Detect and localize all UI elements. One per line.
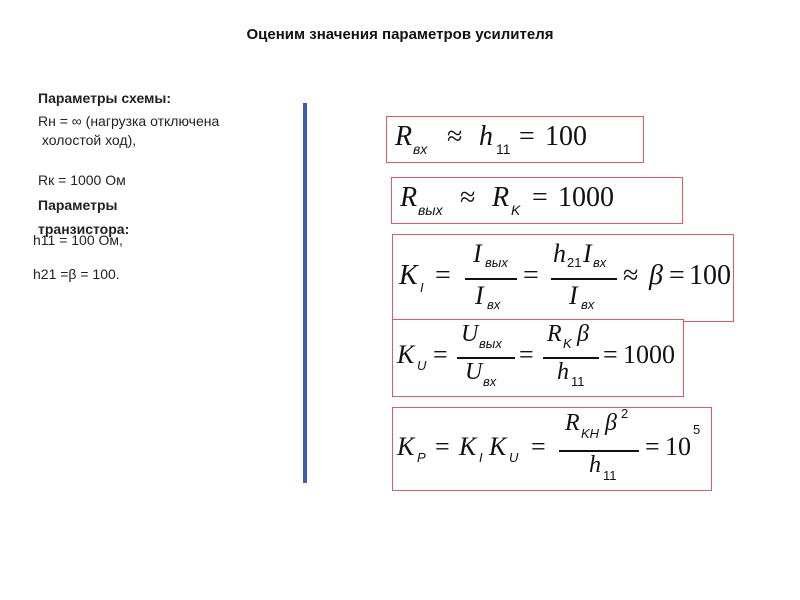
ku-num2: R <box>547 321 562 347</box>
kp-num: R <box>565 410 580 436</box>
kp-k2: K <box>489 432 507 461</box>
ku-den2: h <box>557 359 569 385</box>
ki-fraction-bar-2 <box>551 278 617 280</box>
ki-den1-sub: вх <box>487 297 501 312</box>
ku-num2-sub: K <box>563 336 572 351</box>
ku-num1-sub: вых <box>479 336 502 351</box>
ki-num2: h <box>553 239 566 268</box>
rin-approx: ≈ <box>447 121 463 152</box>
kp-num-sub: KH <box>581 426 600 441</box>
kp-lhs: K <box>397 432 415 461</box>
rout-lhs-sub: вых <box>418 202 443 218</box>
vertical-divider <box>303 103 307 483</box>
h21-line: h21 =β = 100. <box>33 266 120 282</box>
ku-den1-sub: вх <box>483 374 497 389</box>
transistor-params-heading-1: Параметры <box>38 197 118 213</box>
ki-fraction-bar-1 <box>465 278 517 280</box>
ki-lhs: K <box>399 260 418 291</box>
ki-num2b: I <box>583 239 592 268</box>
ku-den1: U <box>465 359 483 385</box>
rin-lhs-sub: вх <box>413 141 428 157</box>
rout-value: 1000 <box>558 182 614 213</box>
rout-eq: = <box>532 182 548 213</box>
ku-lhs: K <box>397 340 415 369</box>
h11-line: h11 = 100 Ом, <box>33 232 123 248</box>
formula-ki <box>392 234 734 322</box>
ki-den2-sub: вх <box>581 297 595 312</box>
kp-eq3: = <box>645 432 660 461</box>
ki-eq2: = <box>523 260 539 291</box>
page-title: Оценим значения параметров усилителя <box>246 26 554 43</box>
rin-var-sub: 11 <box>496 141 511 157</box>
kp-lhs-sub: P <box>417 450 426 465</box>
ku-den2-sub: 11 <box>571 374 585 389</box>
ki-num2b-sub: вх <box>593 255 607 270</box>
ki-approx: ≈ <box>623 260 639 291</box>
formula-rout <box>391 177 683 224</box>
rout-var: R <box>492 182 510 213</box>
kp-numb: β <box>605 410 617 436</box>
rout-lhs: R <box>400 182 418 213</box>
ku-value: 1000 <box>623 340 675 369</box>
kp-value-sup: 5 <box>693 422 701 437</box>
ki-den1: I <box>475 281 484 310</box>
ku-fraction-bar-2 <box>543 357 599 359</box>
kp-eq1: = <box>435 432 450 461</box>
formula-ku <box>392 319 684 397</box>
kp-den-sub: 11 <box>603 468 617 483</box>
kp-eq2: = <box>531 432 546 461</box>
rin-lhs: R <box>395 121 413 152</box>
kp-k1-sub: I <box>479 450 483 465</box>
transistor-params-heading-2: транзистора: <box>38 221 130 237</box>
ki-num1-sub: вых <box>485 255 508 270</box>
rout-var-sub: K <box>511 202 521 218</box>
ku-eq3: = <box>603 340 618 369</box>
ku-num1: U <box>461 321 479 347</box>
rout-approx: ≈ <box>460 182 476 213</box>
kp-den: h <box>589 452 601 478</box>
rk-line: Rк = 1000 Ом <box>38 172 126 188</box>
rin-var: h <box>479 121 493 152</box>
rin-eq: = <box>519 121 535 152</box>
ki-eq1: = <box>435 260 451 291</box>
kp-k1: K <box>459 432 477 461</box>
kp-k2-sub: U <box>509 450 519 465</box>
rn-line-2: холостой ход), <box>38 132 137 148</box>
ki-beta: β <box>649 260 663 291</box>
formula-rin <box>386 116 644 163</box>
ki-den2: I <box>569 281 578 310</box>
rn-line-1: Rн = ∞ (нагрузка отключена <box>38 113 220 129</box>
ki-eq3: = <box>669 260 685 291</box>
kp-value: 10 <box>665 432 691 461</box>
ku-eq2: = <box>519 340 534 369</box>
ki-lhs-sub: I <box>420 280 424 295</box>
kp-num-sup: 2 <box>621 406 629 421</box>
formula-kp <box>392 407 712 491</box>
ku-lhs-sub: U <box>417 358 427 373</box>
circuit-params-heading: Параметры схемы: <box>38 90 172 106</box>
ki-num2-sub: 21 <box>567 255 582 270</box>
rin-value: 100 <box>545 121 587 152</box>
ki-num1: I <box>473 239 482 268</box>
ki-value: 100 <box>689 260 731 291</box>
ku-num2b: β <box>577 321 589 347</box>
ku-eq1: = <box>433 340 448 369</box>
